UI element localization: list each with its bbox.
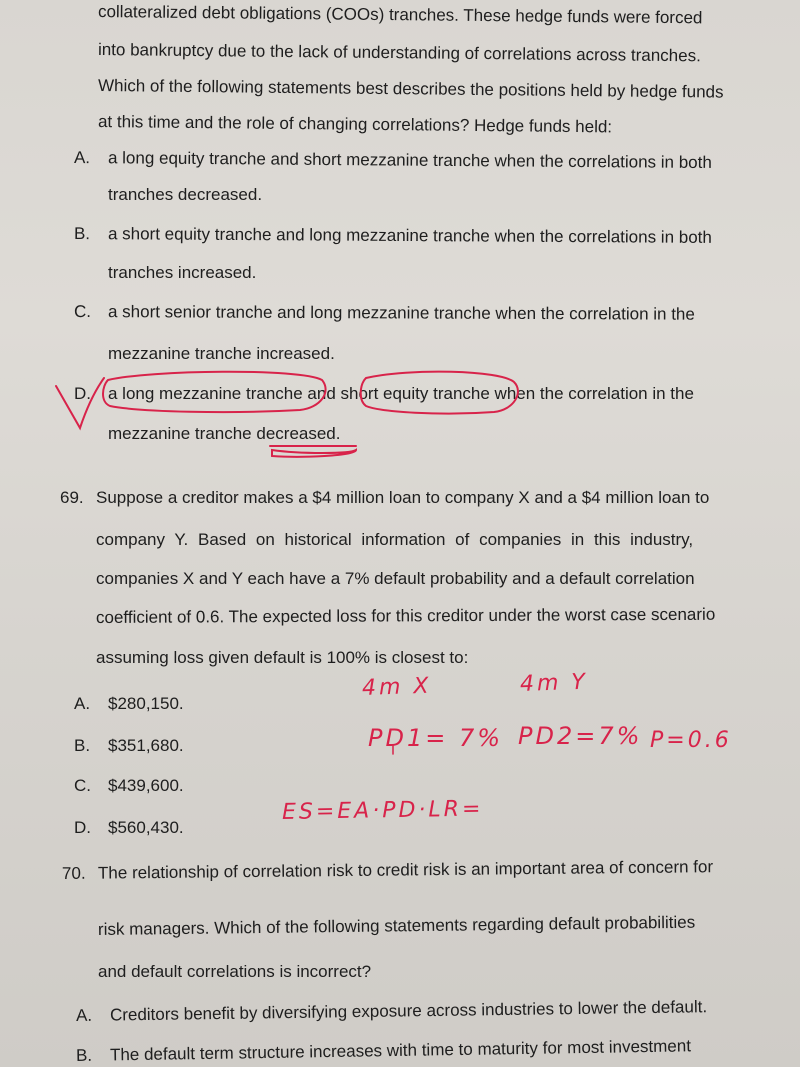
q68-option-a bbox=[74, 148, 712, 173]
handwritten-formula: ES=EA·PD·LR= bbox=[281, 796, 484, 825]
option-text: $560,430. bbox=[108, 818, 184, 837]
handwritten-loan-y: 4m Y bbox=[519, 669, 589, 697]
q70-stem-line-2: risk managers. Which of the following statements regarding default probabilities bbox=[97, 912, 696, 939]
option-text: a short equity tranche and long mezzanine tranche when the correlations in both bbox=[107, 224, 712, 247]
option-text: $280,150. bbox=[108, 694, 184, 713]
option-text: The default term structure increases with time to maturity for most investment bbox=[109, 1036, 692, 1065]
option-d-part-4: when the correlation in the bbox=[489, 384, 694, 403]
q68-stem-line-1: collateralized debt obligations (COOs) tranches. These hedge funds were forced bbox=[97, 2, 703, 28]
option-letter: A. bbox=[75, 1005, 93, 1025]
handwritten-pd1: PD1= 7% bbox=[368, 724, 504, 752]
q68-stem-line-4: at this time and the role of changing correlations? Hedge funds held: bbox=[97, 112, 613, 137]
q70-stem-line-3: and default correlations is incorrect? bbox=[98, 962, 372, 981]
option-letter: A. bbox=[74, 694, 91, 713]
underline-box bbox=[272, 450, 356, 457]
option-letter: A. bbox=[73, 148, 91, 168]
option-letter: D. bbox=[74, 818, 91, 837]
q69-stem-line-2: company Y. Based on historical information of companies in this industry, bbox=[96, 530, 694, 549]
q68-option-d-cont bbox=[108, 424, 341, 444]
q69-option-b bbox=[74, 736, 184, 756]
q69-stem-text-1: Suppose a creditor makes a $4 million loan to company X and a $4 million loan to bbox=[96, 488, 710, 507]
option-letter: B. bbox=[73, 224, 91, 244]
q70-option-b bbox=[76, 1036, 691, 1066]
q69-stem-line-5: assuming loss given default is 100% is closest to: bbox=[96, 648, 469, 667]
q68-stem-line-2: into bankruptcy due to the lack of understanding of correlations across tranches. bbox=[97, 40, 701, 66]
question-number: 70. bbox=[61, 863, 86, 883]
q68-option-c bbox=[74, 302, 695, 325]
q68-option-b bbox=[74, 224, 712, 248]
option-d-part-3: short equity tranche bbox=[340, 384, 490, 403]
option-d-cont-part-2: decreased bbox=[256, 424, 336, 443]
option-d-cont-part-1: mezzanine tranche bbox=[108, 424, 257, 443]
q68-option-b-cont: tranches increased. bbox=[108, 263, 257, 282]
q69-stem-line-4: coefficient of 0.6. The expected loss for this creditor under the worst case scenario bbox=[95, 604, 716, 627]
option-d-cont-part-3: . bbox=[335, 424, 341, 443]
option-text: $439,600. bbox=[108, 776, 184, 795]
q69-option-c bbox=[74, 776, 184, 796]
option-letter: B. bbox=[74, 736, 91, 755]
option-text: a short senior tranche and long mezzanine tranche when the correlation in the bbox=[107, 302, 695, 324]
handwritten-loan-x: 4m X bbox=[361, 673, 432, 701]
q69-option-a bbox=[74, 694, 184, 714]
q69-stem-line-3: companies X and Y each have a 7% default probability and a default correlation bbox=[96, 569, 695, 588]
q68-option-d bbox=[74, 384, 694, 404]
handwritten-correlation: P=0.6 bbox=[650, 728, 732, 753]
q70-option-a bbox=[76, 997, 707, 1026]
option-text: Creditors benefit by diversifying exposure across industries to lower the default. bbox=[109, 997, 708, 1025]
option-letter: C. bbox=[74, 776, 91, 795]
option-letter: B. bbox=[75, 1045, 93, 1065]
q69-option-d bbox=[74, 818, 184, 838]
q68-option-c-cont: mezzanine tranche increased. bbox=[108, 344, 335, 363]
handwritten-pd2: PD2=7% bbox=[518, 722, 643, 750]
option-d-part-2: and bbox=[302, 384, 341, 403]
q68-option-a-cont: tranches decreased. bbox=[108, 185, 263, 204]
option-text: a long equity tranche and short mezzanine tranche when the correlations in both bbox=[107, 148, 712, 173]
option-letter: D. bbox=[74, 384, 91, 403]
q70-stem-text-1: The relationship of correlation risk to credit risk is an important area of concern for bbox=[97, 857, 714, 883]
option-d-part-1: a long mezzanine tranche bbox=[108, 384, 303, 403]
q69-stem-line-1 bbox=[60, 488, 709, 508]
q70-stem-line-1 bbox=[62, 857, 713, 884]
option-text: $351,680. bbox=[108, 736, 184, 755]
question-number: 69. bbox=[60, 488, 84, 507]
option-letter: C. bbox=[73, 302, 92, 322]
q68-stem-line-3: Which of the following statements best describes the positions held by hedge funds bbox=[97, 76, 724, 102]
